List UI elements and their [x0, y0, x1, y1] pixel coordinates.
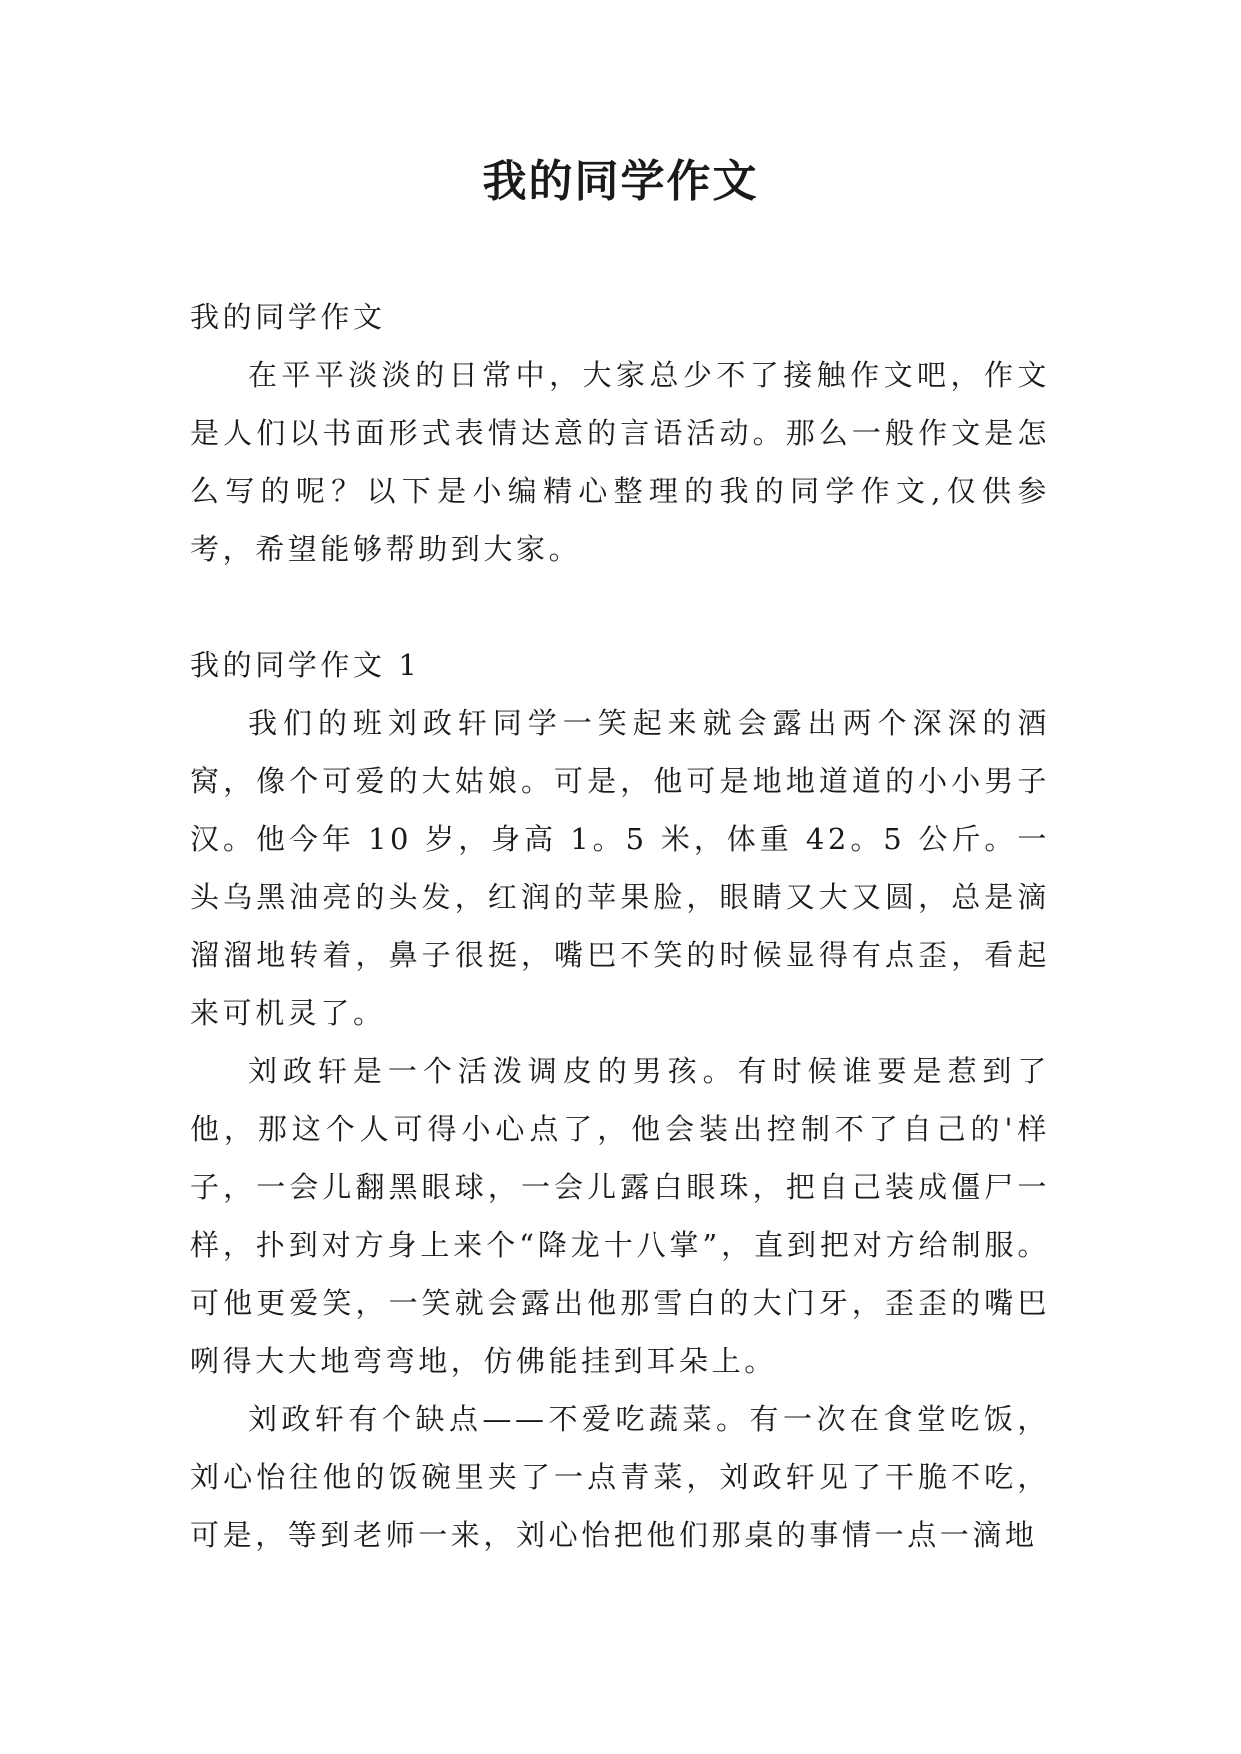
document-body — [190, 288, 1050, 1564]
intro-heading: 我的同学作文 — [190, 300, 386, 334]
essay1-heading: 我的同学作文 1 — [190, 648, 421, 682]
intro-paragraph: 在平平淡淡的日常中，大家总少不了接触作文吧，作文是人们以书面形式表情达意的言语活动。那么一般作文是怎么写的呢？以下是小编精心整理的我的同学作文,仅供参考，希望能够帮助到大家。 — [190, 358, 1050, 566]
essay1-paragraph-3: 刘政轩有个缺点——不爱吃蔬菜。有一次在食堂吃饭，刘心怡往他的饭碗里夹了一点青菜，刘政轩见了干脆不吃，可是，等到老师一来，刘心怡把他们那桌的事情一点一滴地 — [190, 1402, 1050, 1552]
section-gap — [190, 578, 1050, 636]
essay1-paragraph-1: 我们的班刘政轩同学一笑起来就会露出两个深深的酒窝，像个可爱的大姑娘。可是，他可是地地道道的小小男子汉。他今年 10 岁，身高 1。5 米，体重 42。5 公斤。一头乌黑油亮的头发，红润的苹果脸，眼睛又大又圆，总是滴溜溜地转着，鼻子很挺，嘴巴不笑的时候显得有点歪，看起来可机灵了。 — [190, 706, 1050, 1030]
essay1-paragraph-2: 刘政轩是一个活泼调皮的男孩。有时候谁要是惹到了他，那这个人可得小心点了，他会装出控制不了自己的'样子，一会儿翻黑眼球，一会儿露白眼珠，把自己装成僵尸一样，扑到对方身上来个“降龙十八掌”，直到把对方给制服。可他更爱笑，一笑就会露出他那雪白的大门牙，歪歪的嘴巴咧得大大地弯弯地，仿佛能挂到耳朵上。 — [190, 1054, 1050, 1378]
document-title: 我的同学作文 — [482, 156, 759, 207]
